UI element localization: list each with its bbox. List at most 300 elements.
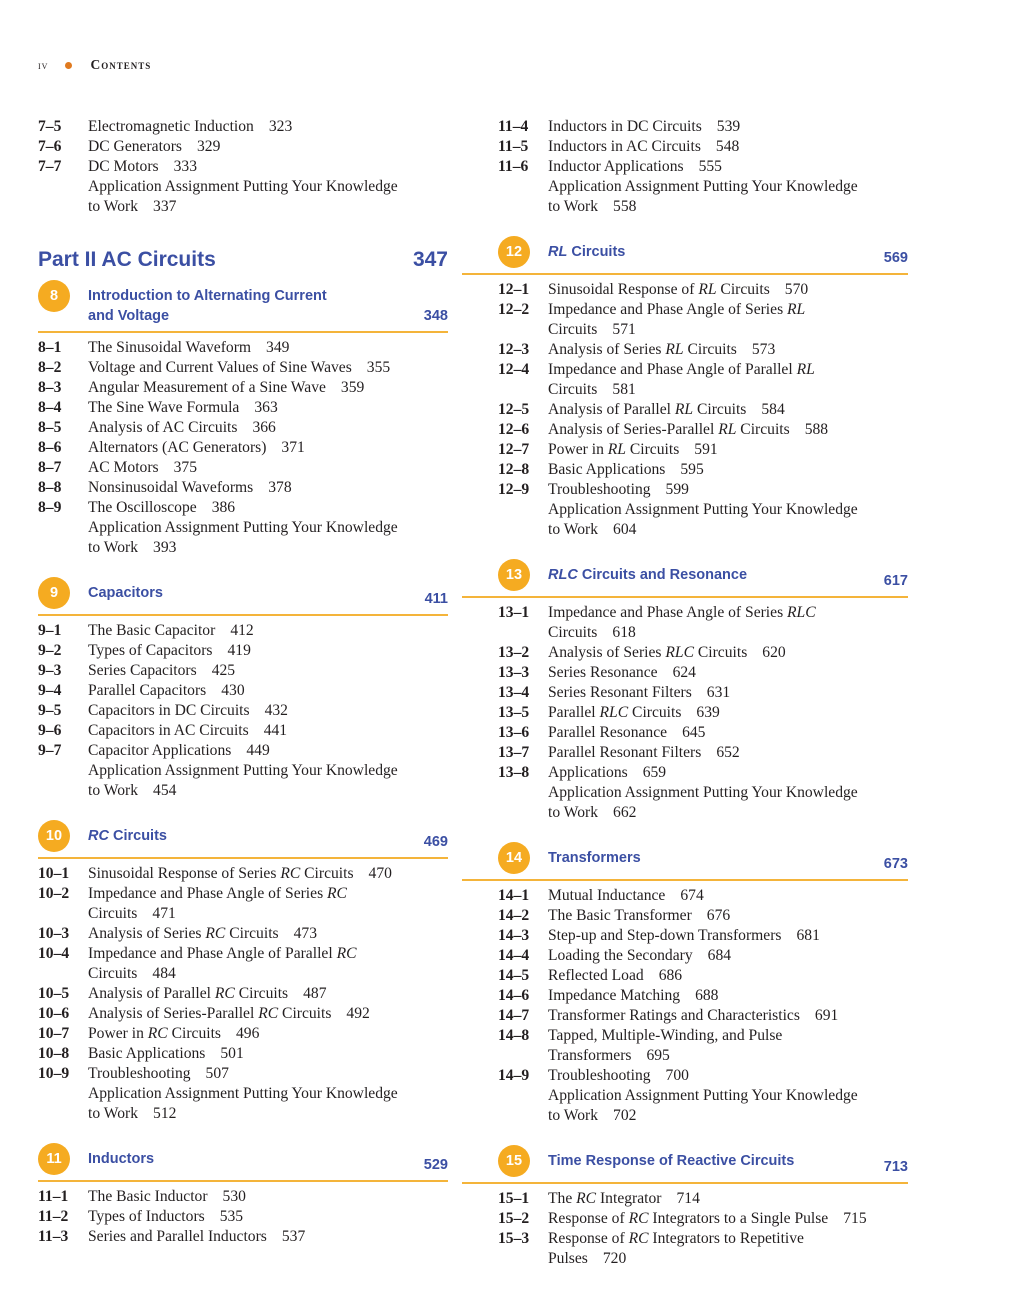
section-title-italic: RL (718, 421, 737, 438)
section-title-part: Impedance and Phase Angle of Series (548, 604, 788, 621)
section-number: 12–8 (498, 461, 530, 478)
section-title-part: Impedance and Phase Angle of Parallel (88, 945, 337, 962)
section-title (88, 117, 448, 137)
section-number: 11–5 (498, 138, 529, 155)
section-page: 430 (221, 682, 245, 699)
toc-entry[interactable] (38, 721, 448, 741)
toc-entry[interactable] (462, 703, 908, 723)
toc-entry[interactable] (38, 338, 448, 358)
section-number (38, 781, 88, 801)
toc-entry[interactable] (462, 1006, 908, 1026)
section-page: 449 (246, 742, 270, 759)
toc-entry[interactable] (38, 398, 448, 418)
section-page: 432 (264, 702, 288, 719)
toc-entry[interactable] (462, 663, 908, 683)
section-title (548, 177, 908, 197)
section-title-text: Tapped, Multiple-Winding, and Pulse (548, 1027, 783, 1044)
section-number: 11–2 (38, 1208, 69, 1225)
toc-entry[interactable] (38, 358, 448, 378)
section-title-italic: RL (796, 361, 815, 378)
toc-entry[interactable] (38, 781, 448, 801)
section-title-part: Circuits (683, 341, 737, 358)
section-page: 530 (222, 1188, 246, 1205)
toc-entry[interactable] (38, 984, 448, 1004)
section-title-text: DC Generators (88, 138, 182, 155)
section-page: 412 (230, 622, 254, 639)
chapter-heading[interactable] (462, 242, 908, 275)
section-number (462, 1106, 548, 1126)
section-number: 13–1 (498, 604, 530, 621)
toc-entry[interactable] (38, 1227, 448, 1247)
chapter-title (548, 242, 884, 262)
section-title (88, 1227, 448, 1247)
chapter-number-badge: 13 (498, 559, 530, 591)
toc-entry[interactable] (462, 926, 908, 946)
toc-entry[interactable] (38, 661, 448, 681)
section-number (38, 1104, 88, 1124)
section-title-part: Analysis of Series-Parallel (548, 421, 719, 438)
toc-entry[interactable] (462, 320, 908, 340)
section-title-part: Analysis of Series (548, 341, 666, 358)
section-page: 659 (642, 764, 667, 781)
toc-entry[interactable] (38, 1064, 448, 1084)
toc-entry[interactable] (462, 946, 908, 966)
section-title-part: Analysis of Parallel (548, 401, 675, 418)
toc-entry[interactable] (462, 803, 908, 823)
section-title (548, 1189, 908, 1209)
section-title-part: Circuits (300, 865, 354, 882)
toc-entry[interactable] (38, 621, 448, 641)
section-number: 10–7 (38, 1025, 70, 1042)
section-title-text: Alternators (AC Generators) (88, 439, 267, 456)
section-title (548, 420, 908, 440)
section-title (548, 1249, 908, 1269)
section-number: 10–3 (38, 925, 70, 942)
section-page: 419 (227, 642, 251, 659)
chapter-heading[interactable] (38, 286, 448, 333)
section-title-text: Mutual Inductance (548, 887, 666, 904)
toc-entry[interactable] (38, 944, 448, 964)
section-title-text: Application Assignment Putting Your Knowledge (548, 178, 858, 195)
section-title (88, 884, 448, 904)
section-title (548, 683, 908, 703)
section-title-part: Response of (548, 1210, 629, 1227)
toc-entry[interactable] (38, 378, 448, 398)
chapter-heading[interactable] (462, 565, 908, 598)
section-title-text: Application Assignment Putting Your Knowledge (548, 1087, 858, 1104)
toc-entry[interactable] (462, 420, 908, 440)
toc-entry[interactable] (462, 400, 908, 420)
chapter-heading[interactable] (38, 826, 448, 859)
section-title-text: Series Resonance (548, 664, 658, 681)
section-page: 349 (266, 339, 290, 356)
section-title-text: to Work (88, 1105, 139, 1122)
section-title-text: Basic Applications (548, 461, 666, 478)
chapter-spacer (462, 1126, 908, 1151)
toc-entry[interactable] (462, 380, 908, 400)
section-title (548, 320, 908, 340)
section-number: 12–2 (498, 301, 530, 318)
section-page: 681 (796, 927, 820, 944)
section-number: 13–7 (498, 744, 530, 761)
section-title (548, 340, 908, 360)
toc-entry[interactable] (38, 1084, 448, 1104)
section-number: 10–5 (38, 985, 70, 1002)
section-number: 9–7 (38, 742, 62, 759)
section-title-part: Circuits (628, 704, 682, 721)
section-number (462, 197, 548, 217)
toc-entry[interactable] (38, 964, 448, 984)
chapter-spacer (462, 823, 908, 848)
toc-entry[interactable] (462, 623, 908, 643)
section-title-text: Step-up and Step-down Transformers (548, 927, 782, 944)
section-page: 688 (695, 987, 719, 1004)
section-title-text: to Work (88, 198, 139, 215)
section-title-text: Electromagnetic Induction (88, 118, 254, 135)
toc-entry[interactable] (462, 1209, 908, 1229)
section-page: 323 (268, 118, 293, 135)
section-title (88, 1187, 448, 1207)
toc-entry[interactable] (38, 1207, 448, 1227)
chapter-number-badge: 12 (498, 236, 530, 268)
chapter-heading[interactable] (462, 848, 908, 881)
toc-entry[interactable] (462, 440, 908, 460)
section-title-text: Nonsinusoidal Waveforms (88, 479, 254, 496)
section-title-part: Impedance and Phase Angle of Series (88, 885, 328, 902)
section-title-text: Application Assignment Putting Your Knowledge (88, 178, 398, 195)
section-title-part: Circuits (736, 421, 790, 438)
toc-entry[interactable] (462, 603, 908, 623)
section-title (548, 380, 908, 400)
section-title (548, 300, 908, 320)
section-number: 9–3 (38, 662, 62, 679)
section-page: 604 (613, 521, 637, 538)
section-title-text: Basic Applications (88, 1045, 206, 1062)
chapter-heading[interactable] (38, 1149, 448, 1182)
section-title-part: Response of (548, 1230, 629, 1247)
section-title (548, 886, 908, 906)
toc-entry[interactable] (38, 864, 448, 884)
chapter-page: 529 (423, 1157, 448, 1173)
section-page: 639 (696, 704, 720, 721)
section-title-italic: RL (607, 441, 626, 458)
chapter-page: 348 (423, 308, 448, 324)
toc-entry[interactable] (462, 1106, 908, 1126)
toc-entry[interactable] (38, 418, 448, 438)
chapter-title-line: Inductors (88, 1151, 155, 1167)
section-title (548, 986, 908, 1006)
section-title-text: Series Resonant Filters (548, 684, 692, 701)
section-number (462, 623, 548, 643)
section-page: 573 (751, 341, 776, 358)
toc-entry[interactable] (462, 300, 908, 320)
section-page: 535 (219, 1208, 244, 1225)
toc-entry[interactable] (462, 1046, 908, 1066)
section-number: 12–9 (498, 481, 530, 498)
toc-entry[interactable] (462, 197, 908, 217)
running-head-title: Contents (90, 57, 152, 72)
section-title-text: Application Assignment Putting Your Knowledge (548, 501, 858, 518)
section-page: 484 (152, 965, 176, 982)
section-title-italic: RC (258, 1005, 279, 1022)
section-title (88, 378, 448, 398)
toc-entry[interactable] (38, 177, 448, 197)
section-page: 333 (173, 158, 198, 175)
part-heading[interactable] (38, 246, 448, 274)
section-number: 8–5 (38, 419, 62, 436)
chapter-heading[interactable] (38, 583, 448, 616)
section-page: 570 (784, 281, 809, 298)
toc-entry[interactable] (462, 906, 908, 926)
toc-entry[interactable] (462, 340, 908, 360)
chapter-title-line: Circuits and Resonance (577, 567, 748, 583)
section-number: 8–9 (38, 499, 62, 516)
section-number: 10–8 (38, 1045, 70, 1062)
section-page: 366 (252, 419, 276, 436)
chapter-title-line: Circuits (567, 244, 626, 260)
section-page: 496 (236, 1025, 260, 1042)
toc-entry[interactable] (462, 500, 908, 520)
toc-entry[interactable] (38, 1187, 448, 1207)
section-number: 8–3 (38, 379, 62, 396)
toc-entry[interactable] (462, 783, 908, 803)
section-number (38, 964, 88, 984)
toc-entry[interactable] (462, 763, 908, 783)
section-page: 425 (211, 662, 236, 679)
section-title-text: to Work (548, 521, 599, 538)
chapter-page: 713 (883, 1159, 908, 1175)
section-number (462, 1086, 548, 1106)
section-title-italic: RL (698, 281, 717, 298)
toc-entry[interactable] (462, 1229, 908, 1249)
section-number: 10–9 (38, 1065, 70, 1082)
chapter-spacer (38, 1124, 448, 1149)
toc-entry[interactable] (38, 538, 448, 558)
toc-entry[interactable] (38, 478, 448, 498)
toc-entry[interactable] (38, 498, 448, 518)
section-number: 8–6 (38, 439, 62, 456)
section-number: 13–5 (498, 704, 530, 721)
section-number: 14–2 (498, 907, 530, 924)
section-title-text: The Basic Inductor (88, 1188, 208, 1205)
section-page: 375 (173, 459, 198, 476)
toc-entry[interactable] (462, 1066, 908, 1086)
chapter-title (88, 826, 424, 846)
part-page: 347 (412, 248, 448, 271)
toc-entry[interactable] (38, 1044, 448, 1064)
section-number: 11–4 (498, 118, 529, 135)
toc-entry[interactable] (38, 924, 448, 944)
section-page: 371 (281, 439, 305, 456)
toc-entry[interactable] (38, 458, 448, 478)
section-number: 12–7 (498, 441, 530, 458)
toc-entry[interactable] (38, 518, 448, 538)
section-title-part: Sinusoidal Response of (548, 281, 699, 298)
toc-entry[interactable] (38, 741, 448, 761)
toc-entry[interactable] (462, 966, 908, 986)
section-title (548, 946, 908, 966)
section-title (548, 603, 908, 623)
section-title (548, 1209, 908, 1229)
section-number (462, 320, 548, 340)
chapter-title (548, 1151, 884, 1171)
toc-entry[interactable] (462, 137, 908, 157)
toc-entry[interactable] (462, 643, 908, 663)
section-title-text: Circuits (548, 624, 598, 641)
section-title (548, 623, 908, 643)
toc-entry[interactable] (462, 460, 908, 480)
section-title-italic: RL (665, 341, 684, 358)
section-title-text: to Work (548, 804, 599, 821)
toc-entry[interactable] (38, 761, 448, 781)
chapter-title-line: Circuits (108, 828, 167, 844)
section-title-part: Analysis of Parallel (88, 985, 215, 1002)
section-number (462, 177, 548, 197)
section-title (548, 500, 908, 520)
section-number: 9–5 (38, 702, 62, 719)
section-page: 691 (814, 1007, 839, 1024)
toc-entry[interactable] (38, 137, 448, 157)
toc-entry[interactable] (462, 157, 908, 177)
section-title-part: Impedance and Phase Angle of Series (548, 301, 788, 318)
section-title (548, 1026, 908, 1046)
section-title (88, 438, 448, 458)
section-title-italic: RC (576, 1190, 597, 1207)
section-number (462, 783, 548, 803)
section-title (548, 480, 908, 500)
running-head (38, 57, 151, 73)
section-title-part: Circuits (278, 1005, 332, 1022)
chapter-title-line: and Voltage (88, 308, 170, 324)
section-page: 652 (716, 744, 740, 761)
section-title-text: AC Motors (88, 459, 159, 476)
section-title-text: Circuits (88, 905, 138, 922)
section-title (548, 1229, 908, 1249)
section-title-italic: RL (787, 301, 806, 318)
section-number: 8–7 (38, 459, 62, 476)
toc-entry[interactable] (462, 886, 908, 906)
chapter-heading[interactable] (462, 1151, 908, 1184)
section-title (88, 338, 448, 358)
section-title (88, 621, 448, 641)
section-number: 12–5 (498, 401, 530, 418)
section-title (88, 538, 448, 558)
section-title-text: Application Assignment Putting Your Knowledge (88, 1085, 398, 1102)
section-title-text: Circuits (88, 965, 138, 982)
toc-entry[interactable] (462, 360, 908, 380)
section-number (462, 380, 548, 400)
section-title (548, 460, 908, 480)
section-title-text: to Work (548, 198, 599, 215)
toc-entry[interactable] (462, 986, 908, 1006)
section-title-part: Analysis of Series (88, 925, 206, 942)
toc-entry[interactable] (462, 177, 908, 197)
toc-entry[interactable] (462, 1026, 908, 1046)
toc-entry[interactable] (38, 197, 448, 217)
toc-entry[interactable] (462, 723, 908, 743)
section-title (88, 781, 448, 801)
section-number: 8–8 (38, 479, 62, 496)
section-page: 548 (715, 138, 740, 155)
toc-entry[interactable] (462, 117, 908, 137)
toc-entry[interactable] (38, 904, 448, 924)
section-title-text: Circuits (548, 381, 598, 398)
section-page: 337 (153, 198, 177, 215)
toc-entry[interactable] (462, 1086, 908, 1106)
section-title-text: Loading the Secondary (548, 947, 693, 964)
section-title-italic: RLC (599, 704, 629, 721)
toc-entry[interactable] (38, 1104, 448, 1124)
section-page: 676 (706, 907, 731, 924)
section-page: 454 (153, 782, 177, 799)
toc-entry[interactable] (462, 1249, 908, 1269)
section-title-part: Parallel (548, 704, 600, 721)
section-title-part: Impedance and Phase Angle of Parallel (548, 361, 797, 378)
section-title (88, 418, 448, 438)
section-title-part: The (548, 1190, 577, 1207)
section-number: 7–7 (38, 158, 62, 175)
section-title (548, 440, 908, 460)
bullet-dot-icon (65, 62, 72, 69)
section-number: 9–6 (38, 722, 62, 739)
toc-entry[interactable] (462, 683, 908, 703)
section-title-text: Capacitor Applications (88, 742, 232, 759)
toc-entry[interactable] (38, 701, 448, 721)
section-title (548, 906, 908, 926)
section-number (462, 500, 548, 520)
section-title-part: Sinusoidal Response of Series (88, 865, 281, 882)
section-title (88, 1064, 448, 1084)
toc-entry[interactable] (462, 480, 908, 500)
toc-entry[interactable] (462, 743, 908, 763)
section-number: 7–6 (38, 138, 62, 155)
toc-entry[interactable] (462, 280, 908, 300)
section-title-text: Transformers (548, 1047, 632, 1064)
section-number (38, 1084, 88, 1104)
section-title-text: Troubleshooting (548, 1067, 651, 1084)
section-title (548, 197, 908, 217)
section-title-text: Inductors in AC Circuits (548, 138, 701, 155)
section-title-italic: RLC (665, 644, 694, 661)
toc-entry[interactable] (38, 438, 448, 458)
toc-entry[interactable] (38, 1004, 448, 1024)
section-title-text: to Work (88, 539, 139, 556)
section-title (88, 944, 448, 964)
chapter-page: 569 (883, 250, 908, 266)
section-page: 539 (716, 118, 741, 135)
toc-entry[interactable] (38, 884, 448, 904)
section-number: 13–3 (498, 664, 530, 681)
section-title-part: Circuits (234, 985, 289, 1002)
toc-entry[interactable] (462, 520, 908, 540)
toc-entry[interactable] (38, 1024, 448, 1044)
section-page: 355 (366, 359, 391, 376)
section-number: 9–2 (38, 642, 62, 659)
toc-entry[interactable] (462, 1189, 908, 1209)
section-page: 700 (665, 1067, 689, 1084)
section-page: 441 (263, 722, 288, 739)
section-title (88, 177, 448, 197)
section-title-text: Inductors in DC Circuits (548, 118, 702, 135)
section-page: 537 (281, 1228, 306, 1245)
toc-entry[interactable] (38, 641, 448, 661)
left-column (38, 117, 448, 1247)
section-number: 14–9 (498, 1067, 530, 1084)
toc-entry[interactable] (38, 157, 448, 177)
toc-entry[interactable] (38, 681, 448, 701)
section-title-text: Parallel Resonant Filters (548, 744, 702, 761)
toc-entry[interactable] (38, 117, 448, 137)
